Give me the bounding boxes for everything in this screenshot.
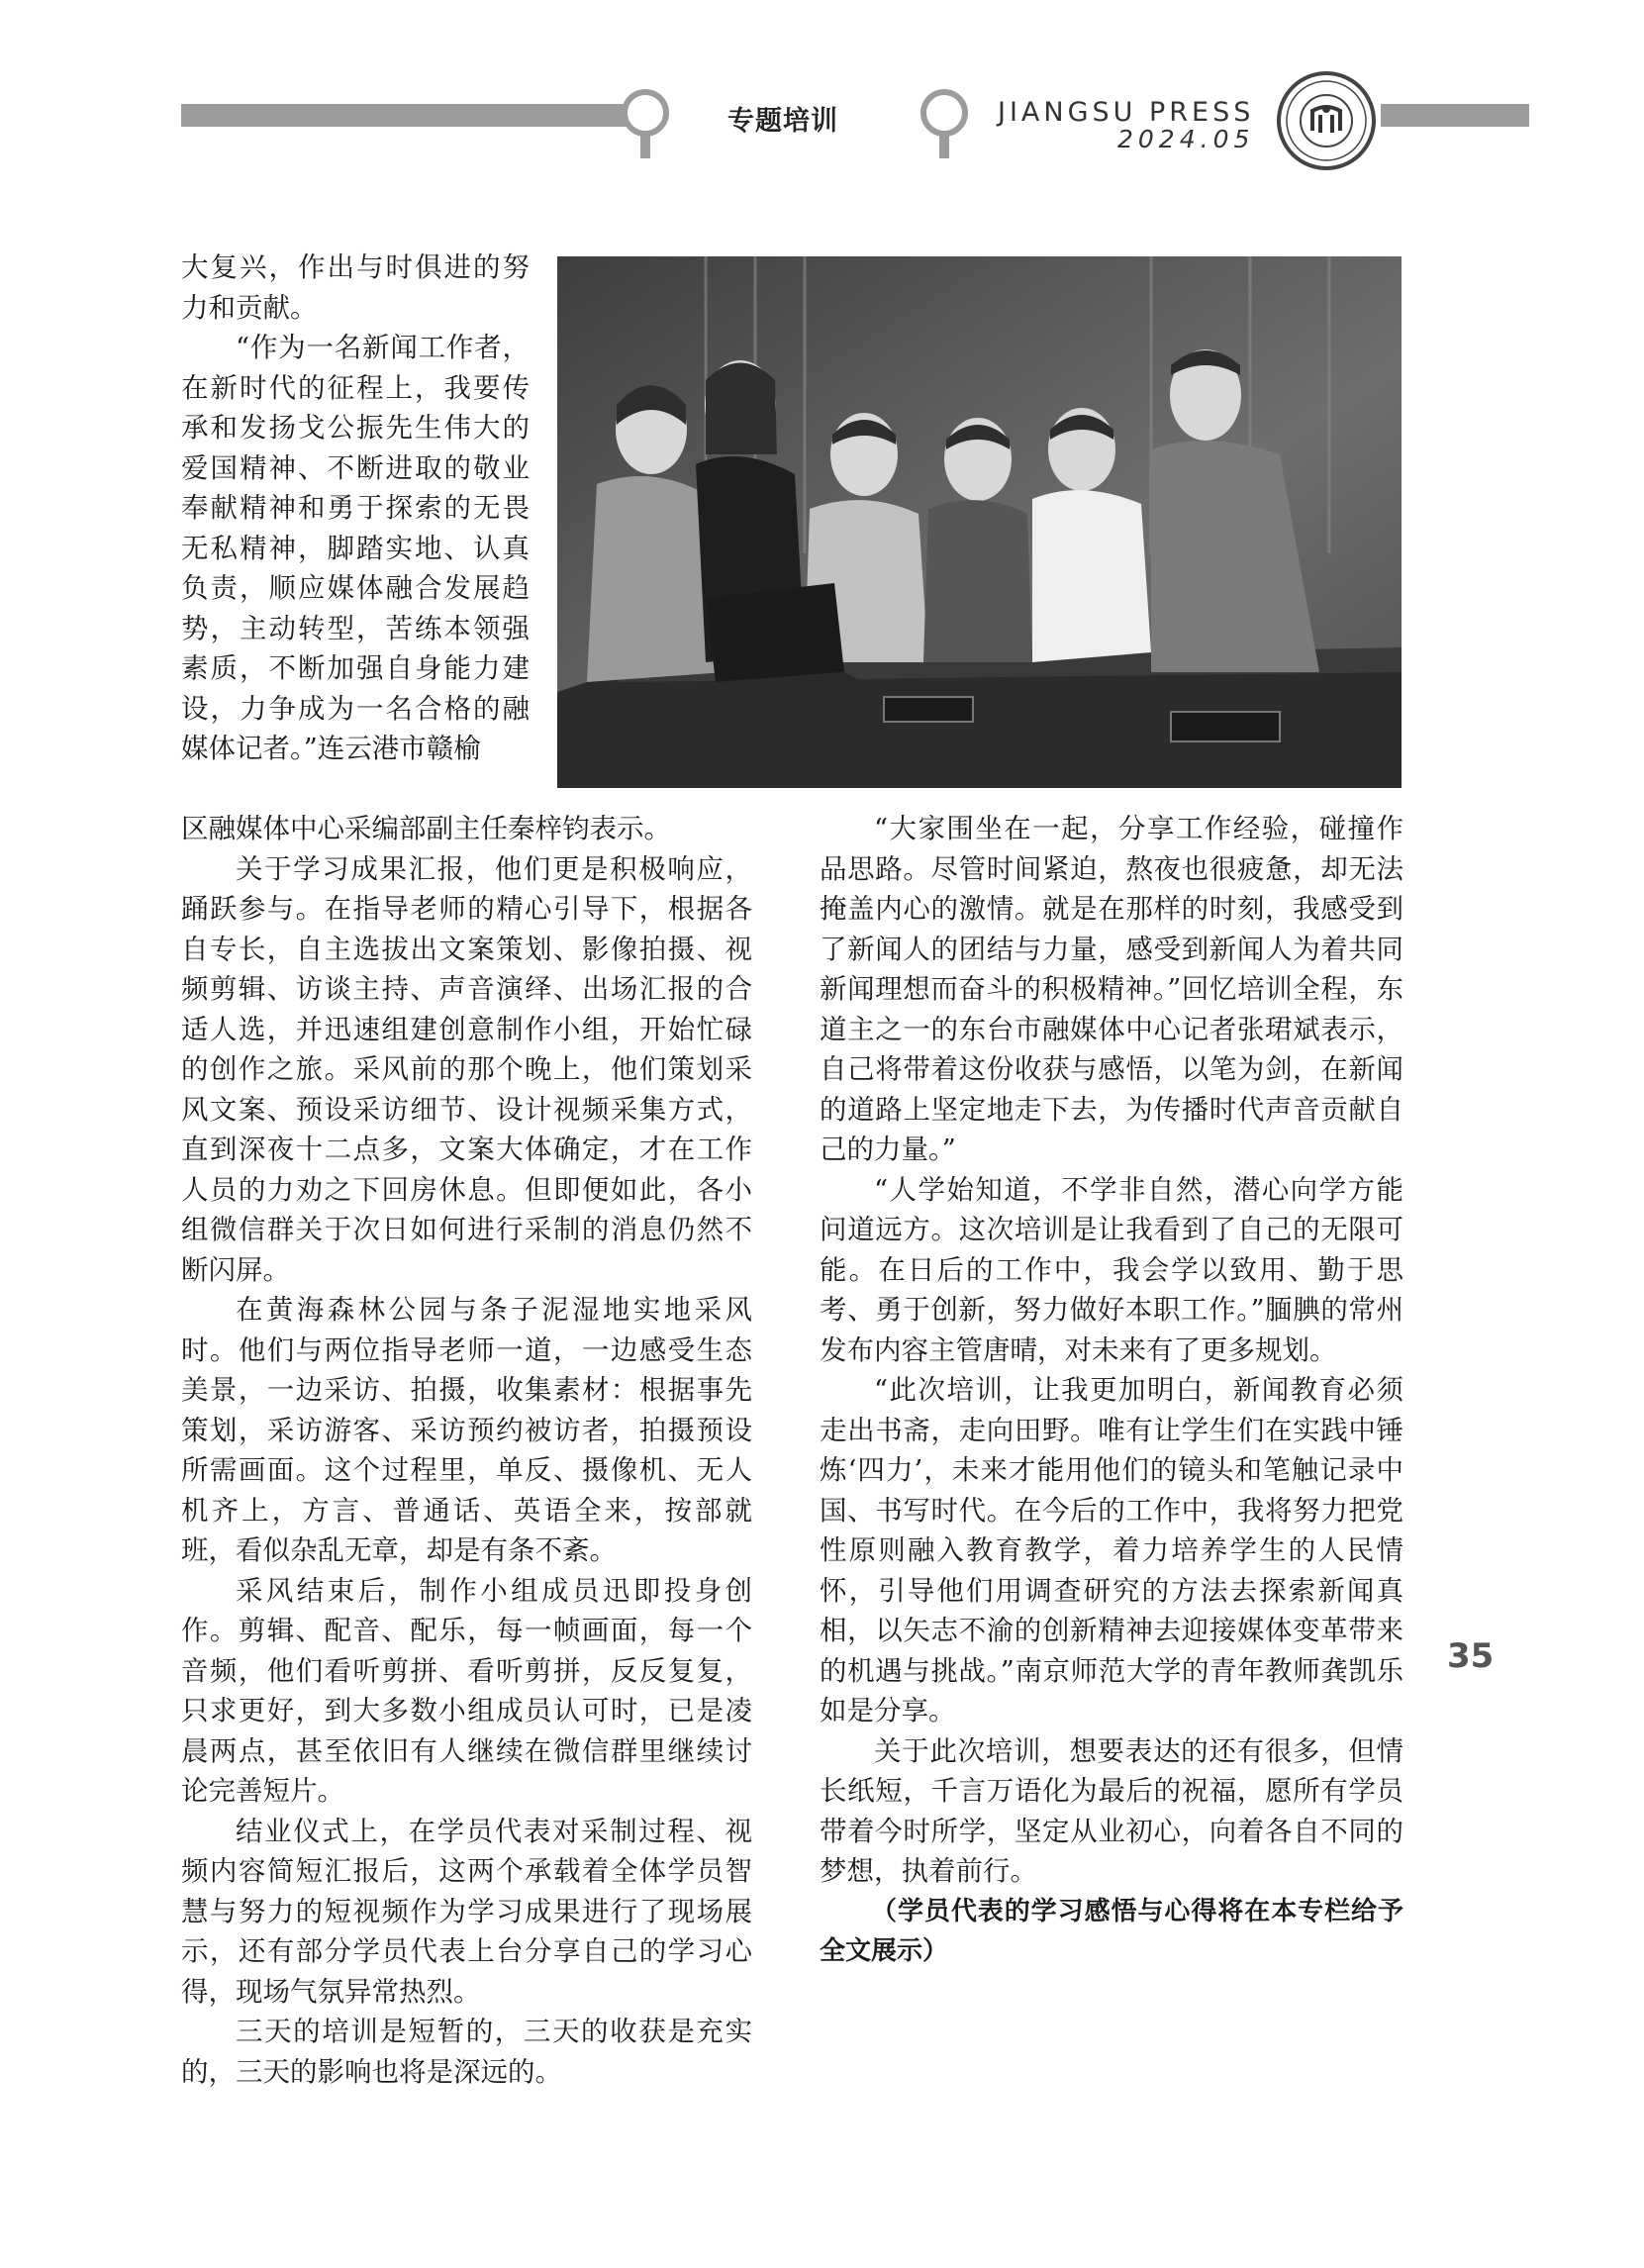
pin-icon xyxy=(920,89,968,158)
paragraph: 三天的培训是短暂的，三天的收获是充实的，三天的影响也将是深远的。 xyxy=(181,2016,752,2088)
pin-icon xyxy=(622,89,669,158)
header-bar-right xyxy=(1381,104,1529,127)
paragraph: 关于此次培训，想要表达的还有很多，但情长纸短，千言万语化为最后的祝福，愿所有学员带着今时所学，坚定从业初心，向着各自不同的梦想，执着前行。 xyxy=(820,1734,1403,1887)
training-group-photo xyxy=(557,256,1402,788)
editor-note: （学员代表的学习感悟与心得将在本专栏给予全文展示） xyxy=(820,1896,1403,1966)
paragraph: 关于学习成果汇报，他们更是积极响应，踊跃参与。在指导老师的精心引导下，根据各自专长，自主选拔出文案策划、影像拍摄、视频剪辑、访谈主持、声音演绎、出场汇报的合适人选，并迅速组建创意制作小组，开始忙碌的创作之旅。采风前的那个晚上，他们策划采风文案、预设采访细节、设计视频采集方式，直到深夜十二点多，文案大体确定，才在工作人员的力劝之下回房休息。但即便如此，各小组微信群关于次日如何进行采制的消息仍然不断闪屏。 xyxy=(181,852,752,1286)
article-column-left xyxy=(181,809,752,2092)
association-seal-logo xyxy=(1277,71,1376,170)
paragraph: 结业仪式上，在学员代表对采制过程、视频内容简短汇报后，这两个承载着全体学员智慧与努力的短视频作为学习成果进行了现场展示，还有部分学员代表上台分享自己的学习心得，现场气氛异常热烈。 xyxy=(181,1815,752,2008)
paragraph: “作为一名新闻工作者，在新时代的征程上，我要传承和发扬戈公振先生伟大的爱国精神、不断进取的敬业奉献精神和勇于探索的无畏无私精神，脚踏实地、认真负责，顺应媒体融合发展趋势，主动转型，苦练本领强素质，不断加强自身能力建设，力争成为一名合格的融媒体记者。”连云港市赣榆 xyxy=(181,332,530,764)
paragraph: 采风结束后，制作小组成员迅即投身创作。剪辑、配音、配乐，每一帧画面，每一个音频，他们看听剪拼、看听剪拼，反反复复，只求更好，到大多数小组成员认可时，已是凌晨两点，甚至依旧有人继续在微信群里继续讨论完善短片。 xyxy=(181,1574,752,1807)
paragraph: “大家围坐在一起，分享工作经验，碰撞作品思路。尽管时间紧迫，熬夜也很疲惫，却无法掩盖内心的激情。就是在那样的时刻，我感受到了新闻人的团结与力量，感受到新闻人为着共同新闻理想而奋斗的积极精神。”回忆培训全程，东道主之一的东台市融媒体中心记者张珺斌表示，自己将带着这份收获与感悟，以笔为剑，在新闻的道路上坚定地走下去，为传播时代声音贡献自己的力量。” xyxy=(820,813,1403,1165)
article-column-right xyxy=(820,809,1403,1972)
section-title: 专题培训 xyxy=(727,106,838,137)
paragraph: “人学始知道，不学非自然，潜心向学方能问道远方。这次培训是让我看到了自己的无限可能。在日后的工作中，我会学以致用、勤于思考、勇于创新，努力做好本职工作。”腼腆的常州发布内容主管唐晴，对未来有了更多规划。 xyxy=(820,1173,1403,1366)
magazine-brand xyxy=(998,99,1254,152)
paragraph: 区融媒体中心采编部副主任秦梓钧表示。 xyxy=(181,813,671,844)
paragraph: 在黄海森林公园与条子泥湿地实地采风时。他们与两位指导老师一道，一边感受生态美景，一边采访、拍摄，收集素材：根据事先策划，采访游客、采访预约被访者，拍摄预设所需画面。这个过程里，单反、摄像机、无人机齐上，方言、普通话、英语全来，按部就班，看似杂乱无章，却是有条不紊。 xyxy=(181,1294,752,1566)
article-column-top xyxy=(181,247,530,769)
paragraph: 大复兴，作出与时俱进的努力和贡献。 xyxy=(181,251,530,324)
page-number: 35 xyxy=(1447,1636,1495,1676)
brand-name: JIANGSU PRESS xyxy=(998,97,1255,128)
header-bar-left xyxy=(181,104,629,127)
issue-date: 2024.05 xyxy=(1117,125,1255,153)
paragraph: “此次培训，让我更加明白，新闻教育必须走出书斋，走向田野。唯有让学生们在实践中锤炼‘四力’，未来才能用他们的镜头和笔触记录中国、书写时代。在今后的工作中，我将努力把党性原则融入教育教学，着力培养学生的人民情怀，引导他们用调查研究的方法去探索新闻真相，以矢志不渝的创新精神去迎接媒体变革带来的机遇与挑战。”南京师范大学的青年教师龚凯乐如是分享。 xyxy=(820,1374,1403,1726)
